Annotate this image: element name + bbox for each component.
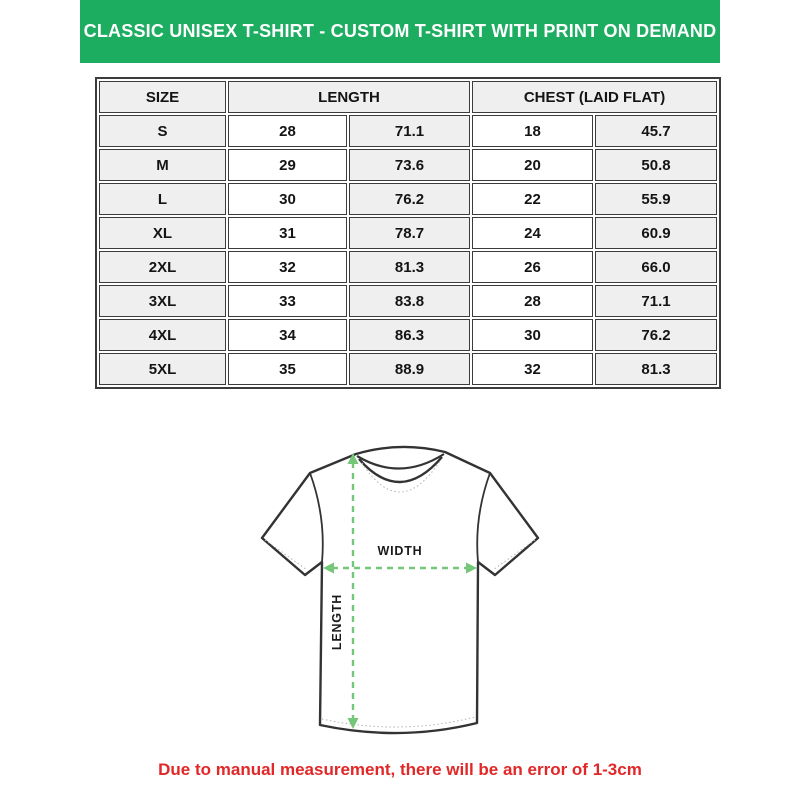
size-cell: M bbox=[99, 149, 226, 181]
chest-in-cell: 26 bbox=[472, 251, 593, 283]
size-cell: XL bbox=[99, 217, 226, 249]
table-row-xl bbox=[99, 217, 717, 249]
measurement-note: Due to manual measurement, there will be an error of 1-3cm bbox=[158, 760, 642, 779]
col-header-chest: CHEST (LAID FLAT) bbox=[472, 81, 717, 113]
length-cm-cell: 71.1 bbox=[349, 115, 470, 147]
length-in-cell: 31 bbox=[228, 217, 347, 249]
size-cell: 3XL bbox=[99, 285, 226, 317]
chest-cm-cell: 71.1 bbox=[595, 285, 717, 317]
tshirt-outline bbox=[262, 447, 538, 733]
chest-cm-cell: 55.9 bbox=[595, 183, 717, 215]
length-in-cell: 33 bbox=[228, 285, 347, 317]
size-cell: 4XL bbox=[99, 319, 226, 351]
chest-cm-cell: 76.2 bbox=[595, 319, 717, 351]
chest-cm-cell: 60.9 bbox=[595, 217, 717, 249]
size-cell: 2XL bbox=[99, 251, 226, 283]
length-in-cell: 30 bbox=[228, 183, 347, 215]
chest-in-cell: 20 bbox=[472, 149, 593, 181]
chest-cm-cell: 50.8 bbox=[595, 149, 717, 181]
chest-in-cell: 30 bbox=[472, 319, 593, 351]
chest-cm-cell: 45.7 bbox=[595, 115, 717, 147]
length-in-cell: 29 bbox=[228, 149, 347, 181]
length-label: LENGTH bbox=[330, 593, 344, 651]
table-row-4xl bbox=[99, 319, 717, 351]
length-cm-cell: 86.3 bbox=[349, 319, 470, 351]
length-cm-cell: 76.2 bbox=[349, 183, 470, 215]
title-banner bbox=[80, 0, 720, 63]
col-header-length: LENGTH bbox=[228, 81, 470, 113]
length-in-cell: 28 bbox=[228, 115, 347, 147]
size-table bbox=[95, 77, 721, 389]
width-label: WIDTH bbox=[377, 544, 423, 558]
length-in-cell: 35 bbox=[228, 353, 347, 385]
col-header-size: SIZE bbox=[99, 81, 226, 113]
chest-in-cell: 22 bbox=[472, 183, 593, 215]
chest-in-cell: 18 bbox=[472, 115, 593, 147]
tshirt-diagram bbox=[240, 440, 560, 750]
chest-in-cell: 28 bbox=[472, 285, 593, 317]
size-cell: 5XL bbox=[99, 353, 226, 385]
table-row-5xl bbox=[99, 353, 717, 385]
size-cell: S bbox=[99, 115, 226, 147]
size-cell: L bbox=[99, 183, 226, 215]
length-in-cell: 32 bbox=[228, 251, 347, 283]
length-cm-cell: 81.3 bbox=[349, 251, 470, 283]
chest-in-cell: 32 bbox=[472, 353, 593, 385]
table-row-l bbox=[99, 183, 717, 215]
table-row-2xl bbox=[99, 251, 717, 283]
chest-cm-cell: 66.0 bbox=[595, 251, 717, 283]
table-row-s bbox=[99, 115, 717, 147]
length-cm-cell: 83.8 bbox=[349, 285, 470, 317]
length-cm-cell: 73.6 bbox=[349, 149, 470, 181]
tshirt-svg bbox=[240, 440, 560, 750]
length-cm-cell: 78.7 bbox=[349, 217, 470, 249]
page-title: CLASSIC UNISEX T-SHIRT - CUSTOM T-SHIRT WITH PRINT ON DEMAND bbox=[83, 21, 717, 41]
chest-cm-cell: 81.3 bbox=[595, 353, 717, 385]
table-header-row bbox=[99, 81, 717, 113]
chest-in-cell: 24 bbox=[472, 217, 593, 249]
length-in-cell: 34 bbox=[228, 319, 347, 351]
table-row-3xl bbox=[99, 285, 717, 317]
table-row-m bbox=[99, 149, 717, 181]
length-cm-cell: 88.9 bbox=[349, 353, 470, 385]
